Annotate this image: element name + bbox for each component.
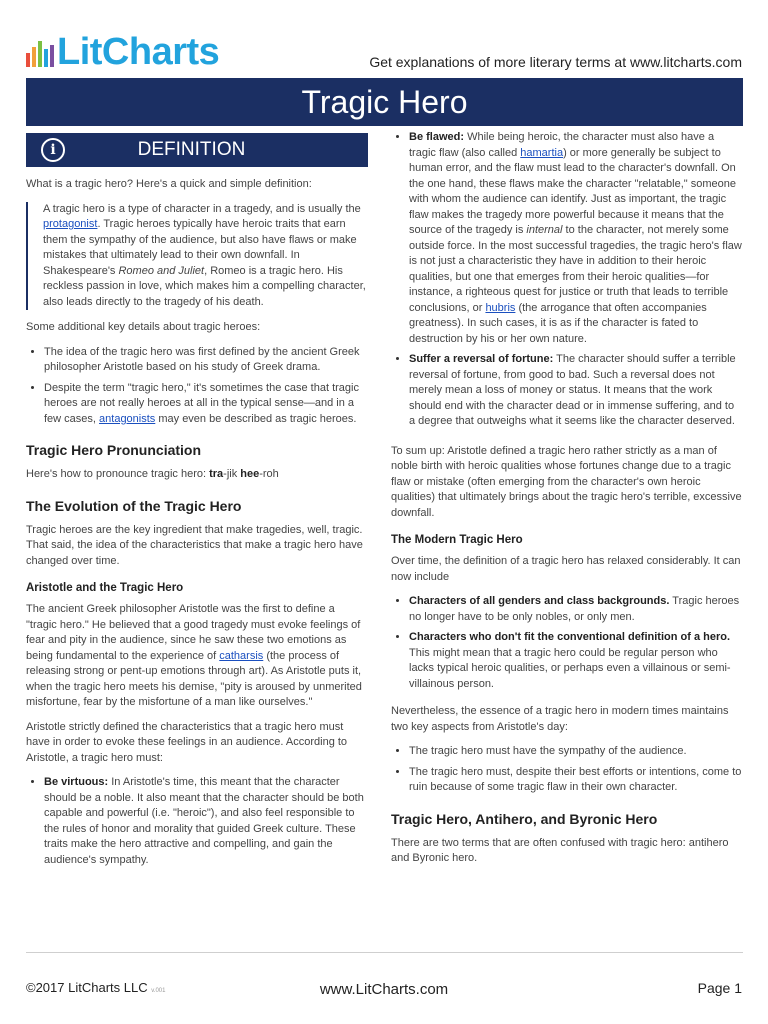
list-item <box>409 594 743 625</box>
hubris-link[interactable]: hubris <box>485 301 516 314</box>
pronunciation-intro: Here's how to pronounce tragic hero: <box>26 468 210 480</box>
version-label: v.001 <box>151 988 166 994</box>
list-item: • The tragic hero must have the sympathy of the audience. <box>409 744 743 760</box>
antihero-text: There are two terms that are often confused with tragic hero: antihero and Byronic hero. <box>391 836 729 864</box>
key-details-intro: Some additional key details about tragic heroes: <box>26 321 261 333</box>
syllable: -jik <box>223 468 241 480</box>
emphasis: internal <box>526 224 563 236</box>
info-icon: i <box>41 138 65 162</box>
footer-page-number: Page 1 <box>697 980 742 996</box>
paragraph-text: The ancient Greek philosopher Aristotle was the first to define a "tragic hero." He believed that a good tragedy must evoke feelings of fear and pity in the audience, since he saw these two emotions as being fundamental to the experience of <box>26 603 361 662</box>
list-item <box>409 130 743 347</box>
list-item-label: Characters of all genders and class backgrounds. <box>409 595 670 607</box>
definition-label: DEFINITION <box>137 139 246 161</box>
paragraph-text: (the process of releasing strong or pent-up emotions through art). As Aristotle puts it, when the tragic hero meets his demise, "pity is aroused by unmerited misfortune, fear by the misfortune of a man like ourselves." <box>26 649 362 708</box>
footer-site-link[interactable]: www.LitCharts.com <box>319 981 449 998</box>
syllable-stressed: tra <box>209 468 224 480</box>
modern-list <box>391 594 743 692</box>
criterion-text: to the character, not merely some outside force. In the most successful tragedies, the tragic hero's flaw is not just a characteristic they have in addition to their heroic qualities, but one that emerges from their heroic qualities—for instance, a righteous quest for justice or truth that leads to terrible conclusions, or <box>409 224 742 314</box>
quote-text: A tragic hero is a type of character in a tragedy, and is usually the <box>43 202 361 215</box>
evolution-heading: The Evolution of the Tragic Hero <box>26 497 242 514</box>
litcharts-logo[interactable] <box>26 33 219 71</box>
definition-quote <box>26 202 368 311</box>
criterion-text: While being heroic, the character must also have a tragic flaw (also called <box>409 131 715 159</box>
hamartia-link[interactable]: hamartia <box>520 146 564 159</box>
quote-text: , Romeo is a tragic hero. His reckless passion in love, which makes him a compelling character, also leads directly to the tragedy of his death. <box>43 264 366 308</box>
list-item-label: Characters who don't fit the conventional definition of a hero. <box>409 631 731 643</box>
aristotle-criteria-list-cont <box>391 130 743 430</box>
modern-heading: The Modern Tragic Hero <box>391 534 523 546</box>
page-header <box>0 0 768 80</box>
list-item-text: This might mean that a tragic hero could be regular person who lacks typical heroic qualities, or perhaps even a villainous or semi-villainous person. <box>409 646 731 690</box>
right-column <box>391 130 743 876</box>
logo-text: LitCharts <box>57 31 220 73</box>
syllable: -roh <box>259 468 279 480</box>
evolution-text: Tragic heroes are the key ingredient that make tragedies, well, tragic. That said, the idea of the characteristics that make a tragic hero have changed over time. <box>26 523 363 567</box>
list-item: • The tragic hero must, despite their best efforts or intentions, come to ruin because of some tragic flaw in their own character. <box>409 765 743 796</box>
key-details-list <box>26 345 368 428</box>
syllable-stressed: hee <box>240 468 260 480</box>
modern-aspects-list <box>391 744 743 796</box>
aristotle-criteria-list <box>26 775 368 868</box>
catharsis-link[interactable]: catharsis <box>219 649 264 662</box>
quote-text: . Tragic heroes typically have heroic traits that earn them the sympathy of the audience, but also have flaws or make mistakes that ultimately lead to their own downfall. In Shakespeare's <box>43 218 357 277</box>
list-item-text: Despite the term "tragic hero," it's sometimes the case that tragic heroes are not really heroes at all in the typical sense—and in a few cases, <box>44 381 359 425</box>
aristotle-summary: To sum up: Aristotle defined a tragic hero rather strictly as a man of noble birth with heroic qualities whose fortunes change due to a tragic flaw or mistake (often emerging from the character's own heroic qualities) that ultimately brings about the tragic hero's terrible, excessive downfall. <box>391 444 742 519</box>
criterion-label: Be flawed: <box>409 131 465 143</box>
criterion-label: Suffer a reversal of fortune: <box>409 353 554 365</box>
page-title: Tragic Hero <box>26 78 743 126</box>
antihero-heading: Tragic Hero, Antihero, and Byronic Hero <box>391 810 658 827</box>
criterion-label: Be virtuous: <box>44 776 109 788</box>
definition-header <box>26 133 368 167</box>
antagonists-link[interactable]: antagonists <box>99 412 156 425</box>
criterion-text: ) or more generally be subject to human error, and the flaw must lead to the character's downfall. On the one hand, these flaws make the character "relatable," someone with whom the audience can identify. Just as important, the tragic flaw makes the tragedy more powerful because it means that the source of the tragedy is <box>409 146 737 236</box>
left-column <box>26 130 368 878</box>
criterion-text: The character should suffer a terrible reversal of fortune, from good to bad. Such a reversal does not merely mean a loss of money or status. It means that the work should end with the character dead or in immense suffering, and to a degree that outweighs what it seems like the character deserved. <box>409 353 736 427</box>
definition-intro: What is a tragic hero? Here's a quick and simple definition: <box>26 178 312 190</box>
list-item <box>44 381 368 428</box>
criterion-text: In Aristotle's time, this meant that the character should be a noble. It also meant that the character should be both capable and powerful (i.e. "heroic"), and also feel responsible to the rules of honor and morality that guided Greek culture. These traits make the hero attractive and compelling, and gain the audience's sympathy. <box>44 776 364 866</box>
copyright-text: ©2017 LitCharts LLC <box>26 980 148 995</box>
quote-title: Romeo and Juliet <box>118 264 205 277</box>
list-item <box>44 775 368 868</box>
footer-divider <box>26 952 743 953</box>
aristotle-heading: Aristotle and the Tragic Hero <box>26 582 184 594</box>
modern-intro: Over time, the definition of a tragic hero has relaxed considerably. It can now include <box>391 555 741 583</box>
list-item-text: Tragic heroes no longer have to be only nobles, or only men. <box>409 595 740 623</box>
header-tagline: Get explanations of more literary terms at www.litcharts.com <box>369 54 742 70</box>
aristotle-paragraph-2: Aristotle strictly defined the characteristics that a tragic hero must have in order to evoke these feelings in an audience. According to Aristotle, a tragic hero must: <box>26 720 348 764</box>
modern-paragraph-2: Nevertheless, the essence of a tragic hero in modern times maintains two key aspects from Aristotle's day: <box>391 705 729 733</box>
list-item-text: may even be described as tragic heroes. <box>155 412 357 425</box>
pronunciation-heading: Tragic Hero Pronunciation <box>26 442 202 458</box>
list-item <box>409 630 743 692</box>
list-item <box>409 352 743 430</box>
aristotle-paragraph-1 <box>26 602 368 711</box>
logo-bars-icon <box>26 41 54 67</box>
list-item: • The idea of the tragic hero was first defined by the ancient Greek philosopher Aristotle based on his study of Greek drama. <box>44 345 368 376</box>
pronunciation-text <box>26 467 368 483</box>
protagonist-link[interactable]: protagonist <box>43 218 98 230</box>
criterion-text: (the arrogance that often accompanies greatness). In such cases, it is as if the character is fated to destruction by his or her own nature. <box>409 301 707 345</box>
